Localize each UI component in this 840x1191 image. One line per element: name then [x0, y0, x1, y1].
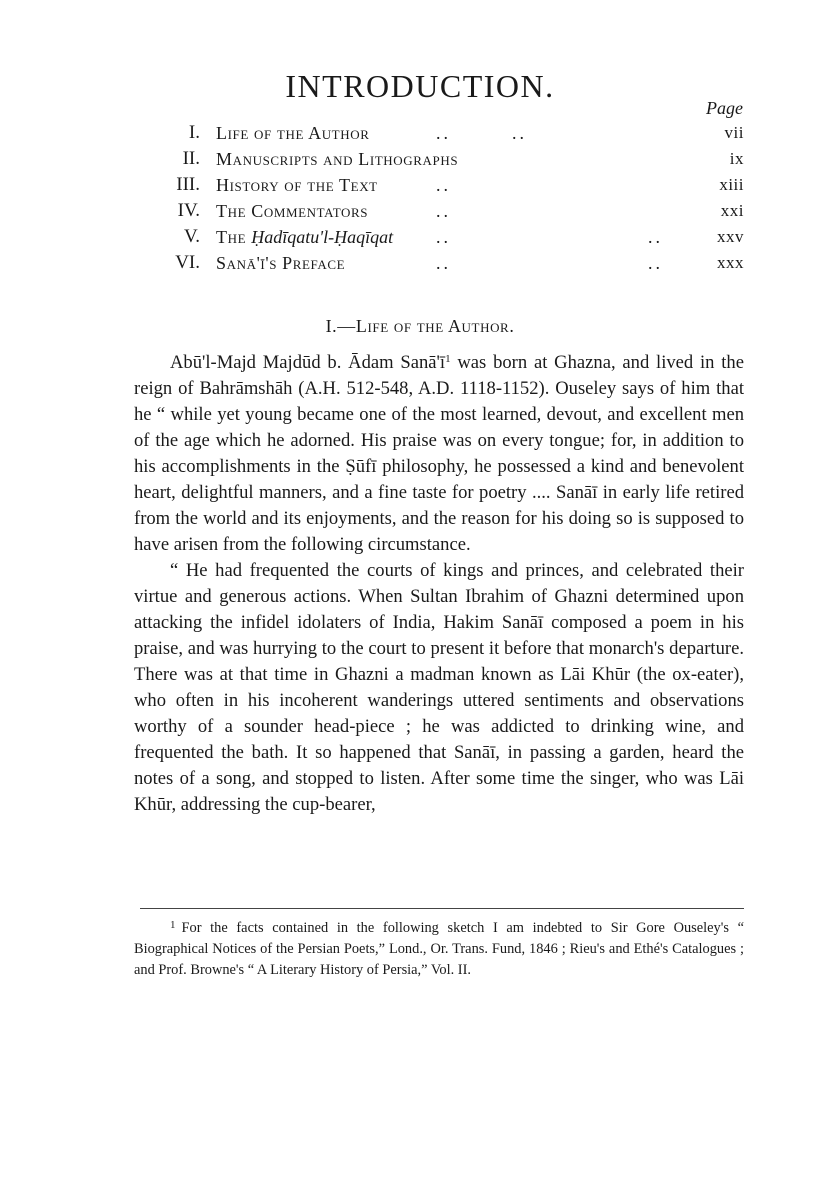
toc-leader-dots: .. [436, 175, 451, 195]
toc-number: I. [188, 122, 200, 143]
toc-leader-dots: .. [512, 123, 527, 143]
toc-number: IV. [177, 200, 200, 221]
toc-row [140, 224, 744, 250]
toc-number: II. [182, 148, 200, 169]
paragraph-text: Abū'l-Majd Majdūd b. Ādam Sanā'ī [170, 352, 446, 373]
toc-row [140, 250, 744, 276]
toc-leader-dots: .. [436, 227, 451, 247]
footnote-number: 1 [170, 919, 176, 931]
toc-number: III. [176, 174, 200, 195]
toc-title [216, 224, 393, 250]
footnote [134, 918, 744, 981]
section-heading: I.—Life of the Author. [325, 316, 515, 336]
toc-number: VI. [175, 252, 200, 273]
toc-title: The Commentators [216, 201, 369, 221]
toc-title: Sanā'ī's Preface [216, 253, 346, 273]
page-column-label: Page [706, 98, 743, 118]
footnote-divider [140, 908, 744, 909]
footnote-paragraph [134, 918, 744, 981]
paragraph: “ He had frequented the courts of kings and princes, and celebrated their virtue and generous actions. When Sultan Ibrahim of Ghazni determined upon attacking the infidel idolaters of India, Hakim Sanāī composed a poem in his praise, and was hurrying to the court to present it before that monarch's departure. There was at that time in Ghazni a madman known as Lāi Khūr (the ox-eater), who often in his incoherent wanderings uttered sentiments and observations worthy of a sounder head-piece ; he was addicted to drinking wine, and frequented the bath. It so happened that Sanāī, in passing a garden, heard the notes of a song, and stopped to listen. After some time the singer, who was Lāi Khūr, addressing the cup-bearer, [134, 560, 744, 815]
paragraph [134, 350, 744, 558]
toc-row [140, 146, 744, 172]
toc-page-number: xxx [717, 253, 744, 272]
footnote-reference: 1 [445, 353, 451, 365]
paragraph-text: was born at Ghazna, and lived in the reign of Bahrāmshāh (A.H. 512-548, A.D. 1118-1152). Ouseley says of him that he “ while yet young became one of the most learned, devout, and excellent men of the age which he adorned. His praise was on every tongue; for, in addition to his accomplishments in the Ṣūfī philosophy, he possessed a kind and benevolent heart, delightful manners, and a fine taste for poetry .... Sanāī in early life retired from the world and its enjoyments, and the reason for his doing so is supposed to have arisen from the following circumstance. [134, 352, 744, 555]
toc-leader-dots: .. [648, 227, 663, 247]
toc-page-number: xiii [719, 175, 744, 194]
table-of-contents [140, 120, 744, 276]
toc-title: History of the Text [216, 175, 378, 195]
toc-leader-dots: .. [436, 201, 451, 221]
body-text [134, 350, 744, 818]
toc-row [140, 120, 744, 146]
page-title: INTRODUCTION. [285, 68, 555, 104]
toc-page-number: xxv [717, 227, 744, 246]
footnote-text: For the facts contained in the following sketch I am indebted to Sir Gore Ouseley's “ Biographical Notices of the Persian Poets,” Lond., Or. Trans. Fund, 1846 ; Rieu's and Ethé's Catalogues ; and Prof. Browne's “ A Literary History of Persia,” Vol. II. [134, 920, 744, 978]
toc-title: Life of the Author [216, 123, 370, 143]
toc-leader-dots: .. [648, 253, 663, 273]
toc-row [140, 198, 744, 224]
toc-page-number: vii [724, 123, 744, 142]
toc-leader-dots: .. [436, 253, 451, 273]
toc-title-italic: Ḥadīqatu'l-Ḥaqīqat [251, 227, 394, 247]
toc-number: V. [183, 226, 200, 247]
toc-page-number: ix [729, 149, 744, 168]
toc-title-prefix: The [216, 227, 247, 247]
toc-title: Manuscripts and Lithographs [216, 149, 459, 169]
toc-leader-dots: .. [436, 123, 451, 143]
toc-page-number: xxi [720, 201, 744, 220]
toc-row [140, 172, 744, 198]
